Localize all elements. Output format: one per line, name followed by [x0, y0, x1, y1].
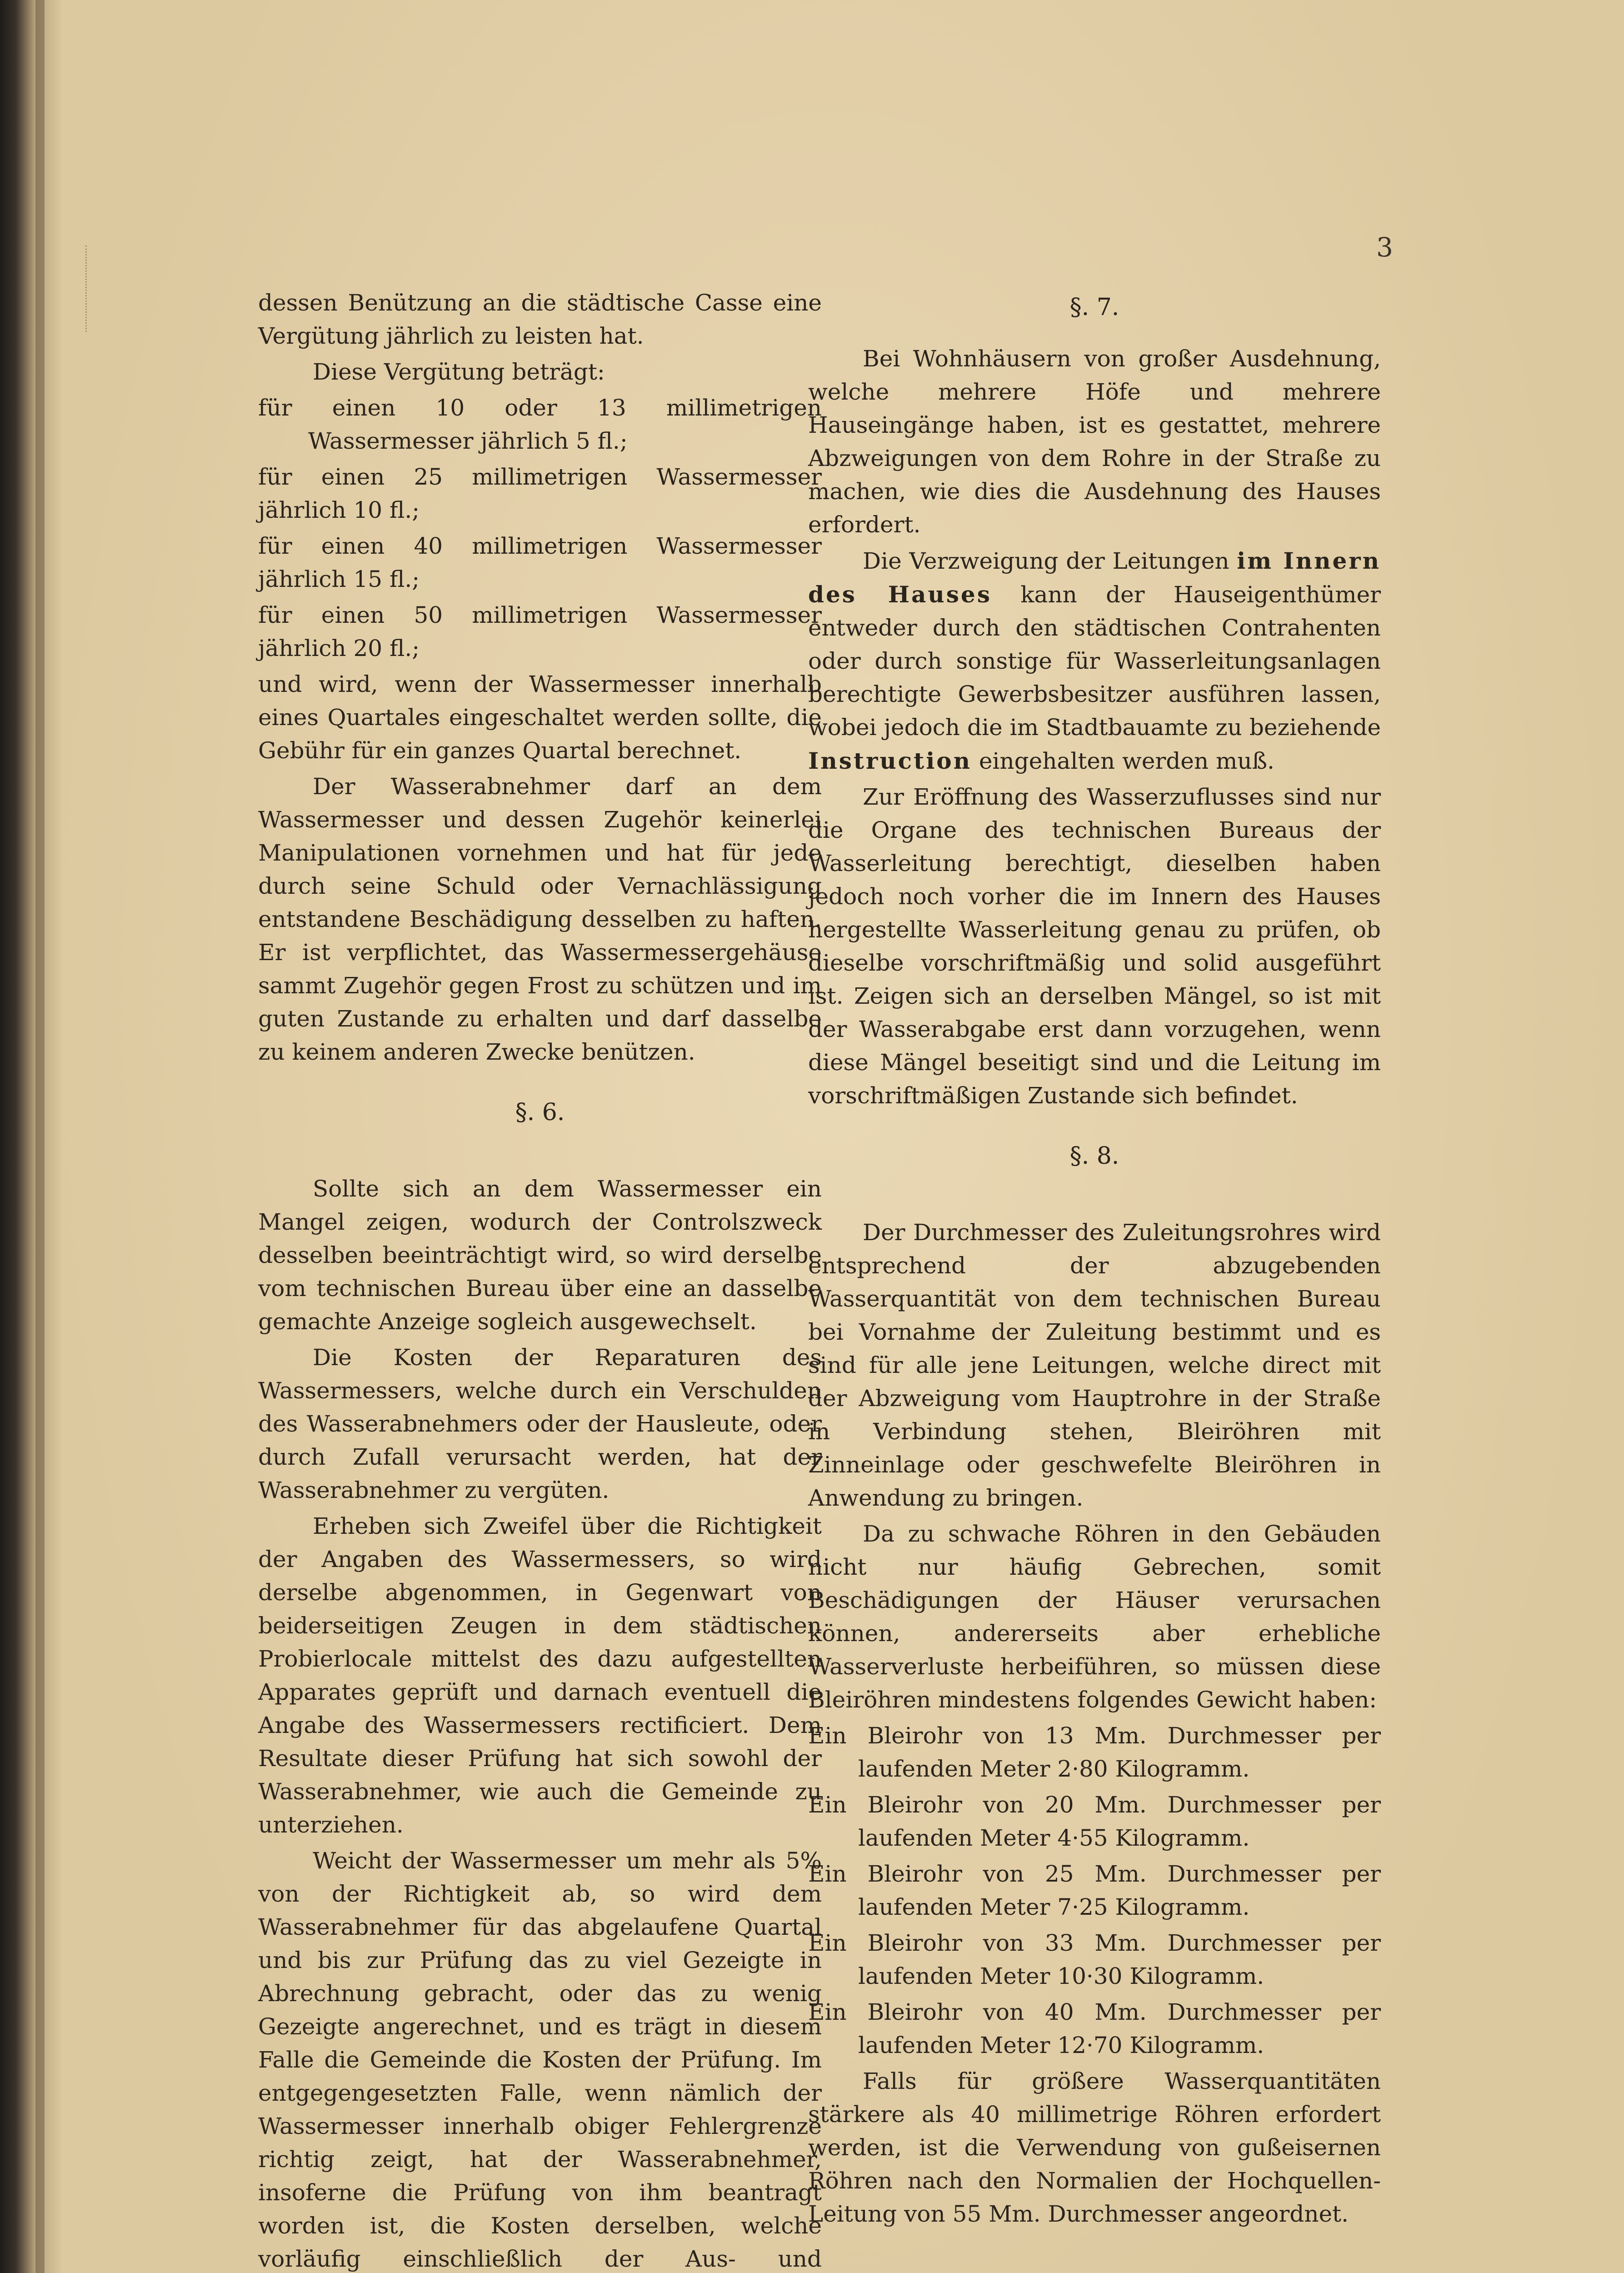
paragraph: Diese Vergütung beträgt: — [313, 359, 605, 385]
page-fold-shadow — [35, 0, 45, 2273]
pipe-item: Ein Bleirohr von 13 Mm. Durchmesser per laufenden Meter 2·80 Kilogramm. — [808, 1722, 1381, 1782]
left-column — [258, 286, 822, 2273]
paragraph: Die Kosten der Reparaturen des Wassermessers, welche durch ein Verschulden des Wasserabnehmers oder der Hausleute, oder durch Zufall verursacht werden, hat der Wasserabnehmer zu vergüten. — [258, 1344, 822, 1503]
paragraph: Sollte sich an dem Wassermesser ein Mangel zeigen, wodurch der Controlszweck desselben beeinträchtigt wird, so wird derselbe vom technischen Bureau über eine an dasselbe gemachte Anzeige sogleich ausgewechselt. — [258, 1176, 822, 1335]
scan-binding-edge — [0, 0, 35, 2273]
text-run: Die Verzweigung der Leitungen — [863, 548, 1229, 574]
rate-item: für einen 50 millimetrigen Wassermesser jährlich 20 fl.; — [258, 602, 822, 661]
section-heading: §. 7. — [1069, 294, 1119, 321]
pipe-item: Ein Bleirohr von 20 Mm. Durchmesser per laufenden Meter 4·55 Kilogramm. — [808, 1792, 1381, 1851]
rate-item: für einen 40 millimetrigen Wassermesser jährlich 15 fl.; — [258, 533, 822, 592]
pipe-item: Ein Bleirohr von 33 Mm. Durchmesser per laufenden Meter 10·30 Kilogramm. — [808, 1930, 1381, 1989]
paragraph: Weicht der Wassermesser um mehr als 5% von der Richtigkeit ab, so wird dem Wasserabnehmer für das abgelaufene Quartal und bis zur Prüfung das zu viel Gezeigte in Abrechnung gebracht, oder das zu wenig Gezeigte angerechnet, und es trägt in diesem Falle die Gemeinde die Kosten der Prüfung. Im entgegengesetzten Falle, wenn nämlich der Wassermesser innerhalb obiger Fehlergrenze richtig zeigt, hat der Wasserabnehmer, insoferne die Prüfung von ihm beantragt worden ist, die Kosten derselben, welche vorläufig einschließlich der Aus- und — [258, 1847, 822, 2272]
paragraph: Der Durchmesser des Zuleitungsrohres wird entsprechend der abzugebenden Wasserquantität von dem technischen Bureau bei Vornahme der Zuleitung bestimmt und es sind für alle jene Leitungen, welche direct mit der Abzweigung vom Hauptrohre in der Straße in Verbindung stehen, Bleiröhren mit Zinneinlage oder geschwefelte Bleiröhren in Anwendung zu bringen. — [808, 1219, 1381, 1511]
paragraph: Da zu schwache Röhren in den Gebäuden nicht nur häufig Gebrechen, somit Beschädigungen der Häuser verursachen können, andererseits aber erhebliche Wasserverluste herbeiführen, so müssen diese Bleiröhren mindestens folgendes Gewicht haben: — [808, 1521, 1381, 1713]
paragraph: Zur Eröffnung des Wasserzuflusses sind nur die Organe des technischen Bureaus der Wasserleitung berechtigt, dieselben haben jedoch noch vorher die im Innern des Hauses hergestellte Wasserleitung genau zu prüfen, ob dieselbe vorschriftmäßig und solid ausgeführt ist. Zeigen sich an derselben Mängel, so ist mit der Wasserabgabe erst dann vorzugehen, wenn diese Mängel beseitigt sind und die Leitung im vorschriftmäßigen Zustande sich befindet. — [808, 784, 1381, 1109]
text-run: eingehalten werden muß. — [979, 748, 1274, 774]
paragraph — [808, 544, 1381, 778]
section-heading: §. 6. — [515, 1099, 565, 1126]
pipe-item: Ein Bleirohr von 25 Mm. Durchmesser per laufenden Meter 7·25 Kilogramm. — [808, 1861, 1381, 1920]
rate-item: und wird, wenn der Wassermesser innerhalb eines Quartales eingeschaltet werden sollte, die Gebühr für ein ganzes Quartal berechnet. — [258, 671, 822, 764]
rate-item: für einen 10 oder 13 millimetrigen Wassermesser jährlich 5 fl.; — [258, 395, 822, 454]
right-column — [808, 291, 1381, 2233]
paragraph: Erheben sich Zweifel über die Richtigkeit der Angaben des Wassermessers, so wird derselbe abgenommen, in Gegenwart von beiderseitigen Zeugen in dem städtischen Probierlocale mittelst des dazu aufgestellten Apparates geprüft und darnach eventuell die Angabe des Wassermessers rectificiert. Dem Resultate dieser Prüfung hat sich sowohl der Wasserabnehmer, wie auch die Gemeinde zu unterziehen. — [258, 1513, 822, 1838]
rate-item: für einen 25 millimetrigen Wassermesser jährlich 10 fl.; — [258, 464, 822, 523]
paragraph: dessen Benützung an die städtische Casse eine Vergütung jährlich zu leisten hat. — [258, 290, 822, 349]
emphasis-text: im Innern des Hauses — [808, 547, 1381, 608]
text-run: kann der Hauseigenthümer entweder durch den städtischen Contrahenten oder durch sonstige für Wasserleitungsanlagen berechtigte Gewerbsbesitzer ausführen lassen, wobei jedoch die im Stadtbauamte zu beziehende — [808, 581, 1381, 741]
section-heading: §. 8. — [1069, 1142, 1119, 1170]
document-page — [35, 0, 1624, 2273]
paragraph: Bei Wohnhäusern von großer Ausdehnung, welche mehrere Höfe und mehrere Hauseingänge haben, ist es gestattet, mehrere Abzweigungen von dem Rohre in der Straße zu machen, wie dies die Ausdehnung des Hauses erfordert. — [808, 345, 1381, 538]
page-number: 3 — [1376, 232, 1393, 263]
margin-mark — [85, 245, 114, 332]
pipe-item: Ein Bleirohr von 40 Mm. Durchmesser per laufenden Meter 12·70 Kilogramm. — [808, 1999, 1381, 2058]
paragraph: Der Wasserabnehmer darf an dem Wassermesser und dessen Zugehör keinerlei Manipulationen vornehmen und hat für jede durch seine Schuld oder Vernachlässigung entstandene Beschädigung desselben zu haften. Er ist verpflichtet, das Wassermessergehäuse sammt Zugehör gegen Frost zu schützen und im guten Zustande zu erhalten und darf dasselbe zu keinem anderen Zwecke benützen. — [258, 773, 822, 1065]
paragraph: Falls für größere Wasserquantitäten stärkere als 40 millimetrige Röhren erfordert werden, ist die Verwendung von gußeisernen Röhren nach den Normalien der Hochquellen-Leitung von 55 Mm. Durchmesser angeordnet. — [808, 2068, 1381, 2227]
emphasis-text: Instruction — [808, 747, 972, 774]
